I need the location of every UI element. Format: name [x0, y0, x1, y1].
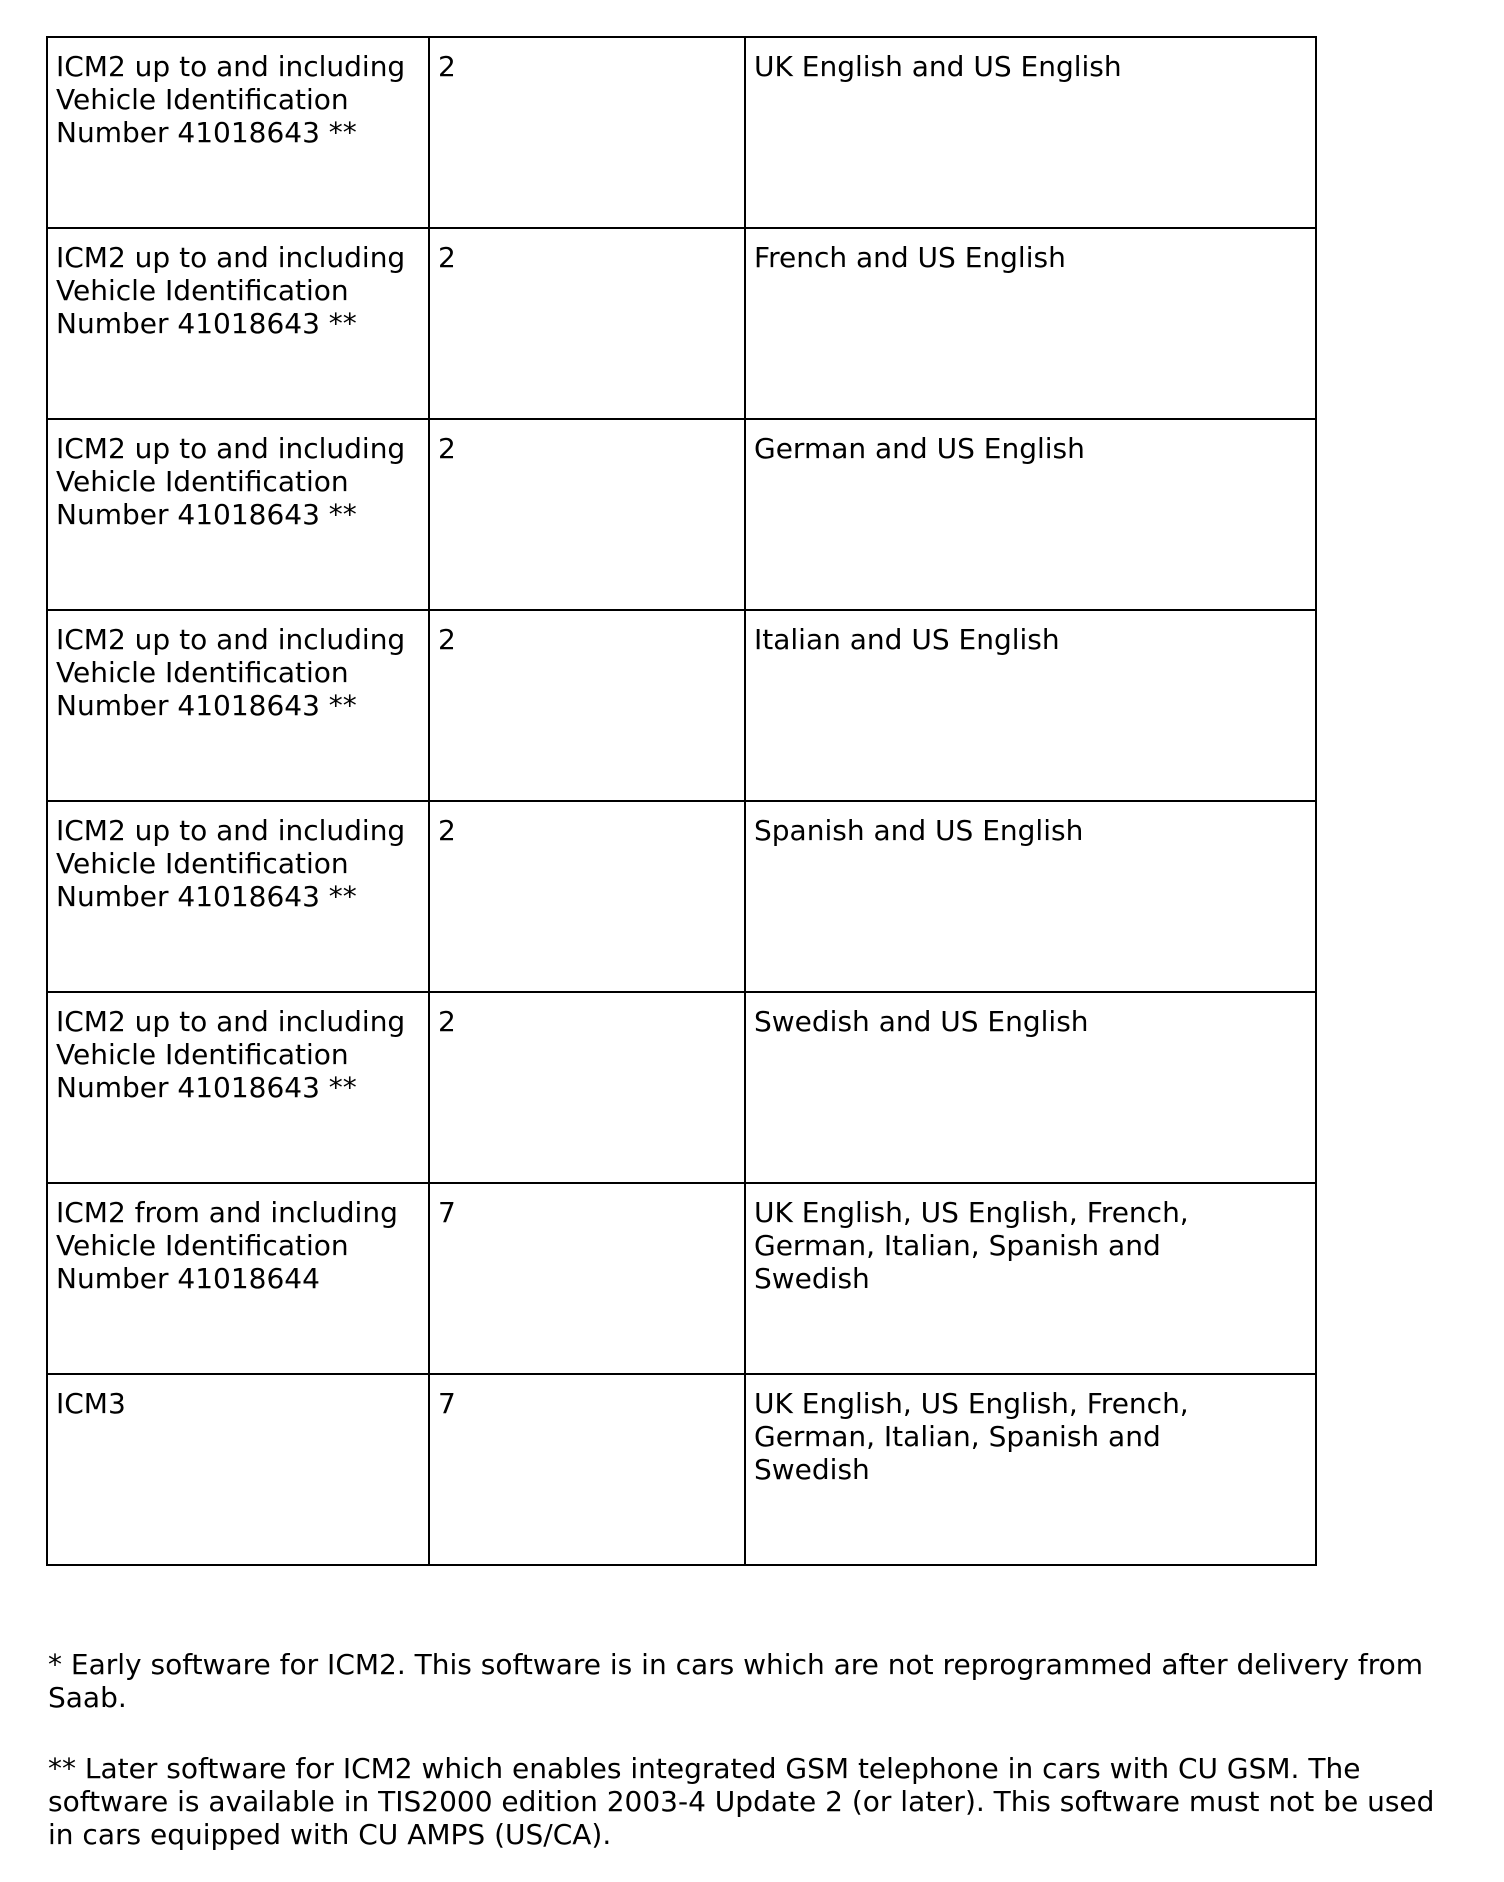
languages-cell: German and US English	[745, 419, 1316, 610]
table-row	[47, 801, 1316, 992]
footnote-double-star: ** Later software for ICM2 which enables integrated GSM telephone in cars with CU GSM. The software is available in TIS2000 edition 2003-4 Update 2 (or later). This software must not be used in cars equipped with CU AMPS (US/CA).	[48, 1752, 1435, 1851]
languages-cell: Swedish and US English	[745, 992, 1316, 1183]
languages-cell: Italian and US English	[745, 610, 1316, 801]
language-count-cell: 2	[429, 610, 745, 801]
language-count-cell: 2	[429, 801, 745, 992]
module-cell: ICM2 from and including Vehicle Identification Number 41018644	[47, 1183, 429, 1374]
languages-cell: UK English, US English, French, German, Italian, Spanish and Swedish	[745, 1183, 1316, 1374]
languages-cell: Spanish and US English	[745, 801, 1316, 992]
table-row	[47, 228, 1316, 419]
module-cell: ICM3	[47, 1374, 429, 1565]
language-count-cell: 7	[429, 1183, 745, 1374]
module-cell: ICM2 up to and including Vehicle Identification Number 41018643 **	[47, 37, 429, 228]
table-row	[47, 419, 1316, 610]
module-cell: ICM2 up to and including Vehicle Identification Number 41018643 **	[47, 992, 429, 1183]
module-cell: ICM2 up to and including Vehicle Identification Number 41018643 **	[47, 801, 429, 992]
table-row	[47, 992, 1316, 1183]
table-row	[47, 1374, 1316, 1565]
module-cell: ICM2 up to and including Vehicle Identification Number 41018643 **	[47, 419, 429, 610]
language-table	[46, 36, 1317, 1566]
module-cell: ICM2 up to and including Vehicle Identification Number 41018643 **	[47, 610, 429, 801]
languages-cell: UK English and US English	[745, 37, 1316, 228]
module-cell: ICM2 up to and including Vehicle Identification Number 41018643 **	[47, 228, 429, 419]
language-count-cell: 2	[429, 992, 745, 1183]
languages-cell: French and US English	[745, 228, 1316, 419]
table-row	[47, 37, 1316, 228]
languages-cell: UK English, US English, French, German, Italian, Spanish and Swedish	[745, 1374, 1316, 1565]
language-count-cell: 2	[429, 37, 745, 228]
footnote-single-star: * Early software for ICM2. This software is in cars which are not reprogrammed after delivery from Saab.	[48, 1648, 1424, 1714]
language-count-cell: 2	[429, 419, 745, 610]
table-row	[47, 610, 1316, 801]
table-row	[47, 1183, 1316, 1374]
language-count-cell: 2	[429, 228, 745, 419]
language-count-cell: 7	[429, 1374, 745, 1565]
